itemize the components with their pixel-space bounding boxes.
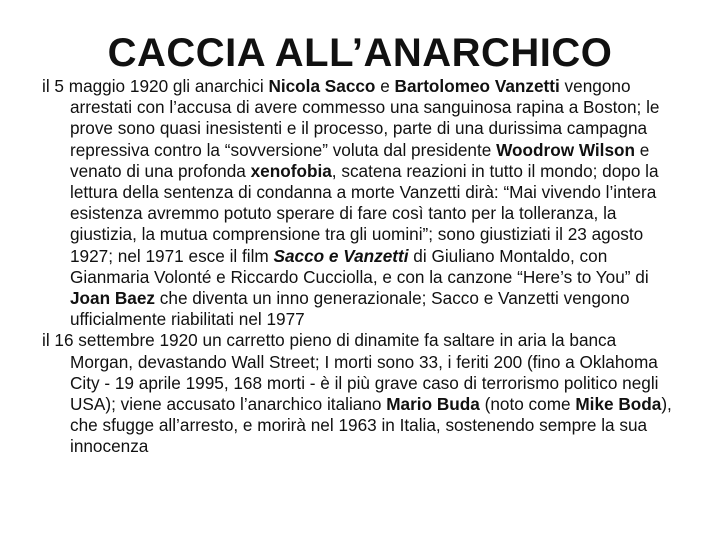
name-mike-boda: Mike Boda bbox=[575, 394, 662, 415]
text-segment: vengono arrestati con l’accusa di avere commesso una sanguinosa rapina a Boston; le prove sono quasi inesistenti e il processo, parte di una durissima campagna repressiva contro la “sovversione” voluta dal presidente bbox=[70, 76, 660, 160]
name-joan-baez: Joan Baez bbox=[70, 288, 156, 309]
text-segment: il 16 settembre 1920 un carretto pieno di dinamite fa saltare in aria la banca Morgan, devastando Wall Street; I morti sono 33, i feriti 200 (fino a Oklahoma City - 19 aprile 1995, 168 morti - è il più grave caso di terrorismo politico negli USA); viene accusato l’anarchico italiano bbox=[42, 330, 659, 415]
name-bartolomeo-vanzetti: Bartolomeo Vanzetti bbox=[394, 76, 560, 96]
slide-body bbox=[42, 76, 682, 458]
text-segment: e venato di una profonda bbox=[70, 139, 650, 181]
text-segment: ), che sfugge all’arresto, e morirà nel 1963 in Italia, sostenendo sempre la sua innocenza bbox=[70, 394, 672, 457]
slide-title: CACCIA ALL’ANARCHICO bbox=[107, 31, 613, 75]
name-mario-buda: Mario Buda bbox=[386, 394, 480, 415]
text-segment: , scatena reazioni in tutto il mondo; dopo la lettura della sentenza di condanna a morte Vanzetti dirà: “Mai vivendo l’intera esistenza avremmo potuto sperare di fare così tanto per la tolleranza, la giustizia, la mutua comprensione tra gli uomini”; sono giustiziati il 23 agosto 1927; nel 1971 esce il film bbox=[70, 160, 659, 266]
paragraph-wall-street bbox=[42, 330, 682, 457]
film-title-sacco-e-vanzetti: Sacco e Vanzetti bbox=[273, 245, 409, 266]
text-segment: che diventa un inno generazionale; Sacco e Vanzetti vengono ufficialmente riabilitati nel 1977 bbox=[70, 288, 630, 330]
text-segment: (noto come bbox=[479, 394, 576, 415]
text-segment: e bbox=[375, 76, 395, 96]
paragraph-sacco-vanzetti bbox=[42, 76, 682, 330]
text-segment: il 5 maggio 1920 gli anarchici bbox=[42, 76, 269, 96]
name-woodrow-wilson: Woodrow Wilson bbox=[496, 139, 636, 160]
text-segment: di Giuliano Montaldo, con Gianmaria Volonté e Riccardo Cucciolla, e con la canzone “Here’s to You” di bbox=[70, 245, 649, 287]
term-xenofobia: xenofobia bbox=[250, 160, 332, 181]
name-nicola-sacco: Nicola Sacco bbox=[268, 76, 376, 96]
